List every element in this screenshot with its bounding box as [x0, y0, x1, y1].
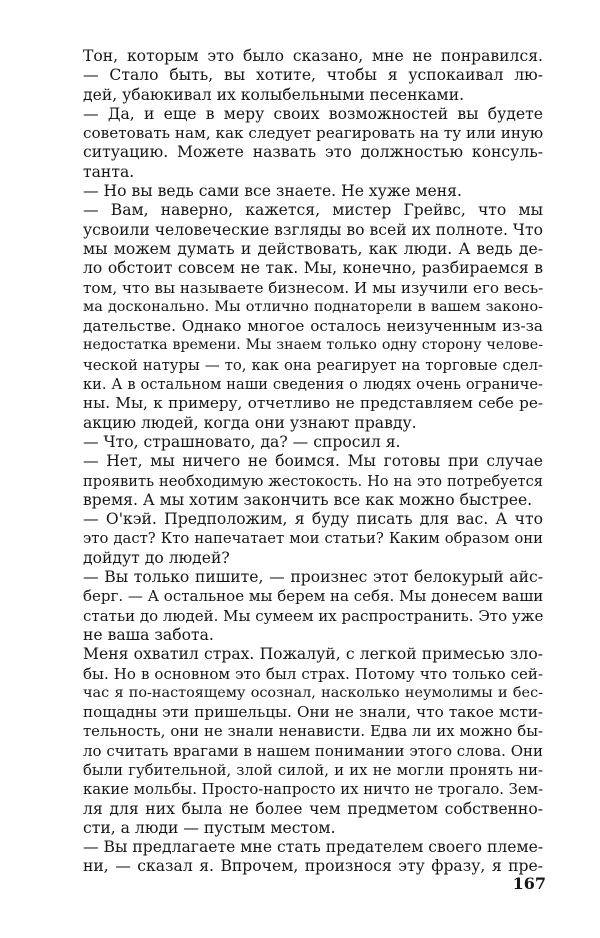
text-line-11: мы можем думать и действовать, как люди. А ведь де-: [83, 239, 543, 258]
text-line-16: недостатка времени. Мы знаем только одну сторону челове-: [83, 337, 543, 354]
text-line-43: ни, — сказал я. Впрочем, произнося эту фразу, я пре-: [83, 857, 543, 876]
text-line-40: ля для них была не более чем предметом собственно-: [83, 799, 543, 818]
text-line-31: не ваша забота.: [83, 625, 214, 644]
page-number: 167: [512, 874, 546, 893]
text-line-29: берг. — А остальное мы берем на себя. Мы донесем ваши: [83, 587, 544, 606]
text-line-25: — О'кэй. Предположим, я буду писать для вас. А что: [83, 510, 543, 529]
text-line-41: сти, а люди — пустым местом.: [83, 818, 336, 837]
text-line-32: Меня охватил страх. Пожалуй, с легкой примесью зло-: [83, 645, 543, 664]
text-line-10: усвоили человеческие взгляды во всей их полноте. Что: [83, 220, 543, 239]
text-line-9: — Вам, наверно, кажется, мистер Грейвс, что мы: [83, 201, 543, 220]
text-line-27: дойдут до людей?: [83, 548, 230, 567]
text-line-22: — Нет, мы ничего не боимся. Мы готовы при случае: [83, 452, 543, 471]
text-line-28: — Вы только пишите, — произнес этот белокурый айс-: [83, 568, 543, 587]
text-line-14: ма досконально. Мы отлично поднаторели в вашем законо-: [83, 298, 543, 315]
text-line-1: Тон, которым это было сказано, мне не понравился.: [83, 47, 543, 65]
text-line-36: тельность, они не знали ненависти. Едва ли их можно бы-: [83, 723, 543, 741]
text-line-34: час я по-настоящему осознал, насколько неумолимы и бес-: [83, 684, 543, 701]
text-line-12: ло обстоит совсем не так. Мы, конечно, разбираемся в: [83, 259, 543, 278]
text-line-23: проявить необходимую жестокость. Но на это потребуется: [83, 472, 543, 490]
text-line-6: ситуацию. Можете назвать это должностью консуль-: [83, 143, 543, 162]
text-line-30: статьи до людей. Мы сумеем их распространить. Это уже: [83, 606, 544, 625]
text-line-5: советовать нам, как следует реагировать на ту или иную: [83, 124, 544, 143]
text-line-42: — Вы предлагаете мне стать предателем своего племе-: [83, 838, 544, 857]
text-line-8: — Но вы ведь сами все знаете. Не хуже меня.: [83, 182, 462, 201]
text-line-4: — Да, и еще в меру своих возможностей вы будете: [83, 104, 543, 123]
text-line-7: танта.: [83, 162, 135, 181]
text-line-19: ны. Мы, к примеру, отчетливо не представляем себе ре-: [83, 394, 543, 413]
text-line-17: ческой натуры — то, как она реагирует на торговые сдел-: [83, 356, 543, 374]
text-line-37: ло считать врагами в нашем понимании этого слова. Они: [83, 741, 543, 760]
page-text: [83, 47, 543, 877]
text-line-35: пощадны эти пришельцы. Они не знали, что такое мсти-: [83, 703, 543, 722]
text-line-24: время. А мы хотим закончить все как можно быстрее.: [83, 490, 533, 509]
text-line-21: — Что, страшновато, да? — спросил я.: [83, 432, 401, 451]
text-line-13: том, что вы называете бизнесом. И мы изучили его весь-: [83, 278, 544, 297]
text-line-26: это даст? Кто напечатает мои статьи? Каким образом они: [83, 530, 543, 548]
text-line-38: были губительной, злой силой, и их не могли пронять ни-: [83, 761, 543, 779]
text-line-39: какие мольбы. Просто-напросто их ничто не трогало. Зем-: [83, 781, 544, 799]
text-line-33: бы. Но в основном это был страх. Потому что только сей-: [83, 664, 543, 683]
text-line-20: акцию людей, когда они узнают правду.: [83, 413, 417, 432]
text-line-3: дей, убаюкивал их колыбельными песенками.: [83, 85, 465, 104]
text-line-15: дательстве. Однако многое осталось неизученным из-за: [83, 317, 543, 336]
text-line-2: — Стало быть, вы хотите, чтобы я успокаивал лю-: [83, 66, 543, 85]
text-line-18: ки. А в остальном наши сведения о людях очень ограниче-: [83, 376, 543, 394]
